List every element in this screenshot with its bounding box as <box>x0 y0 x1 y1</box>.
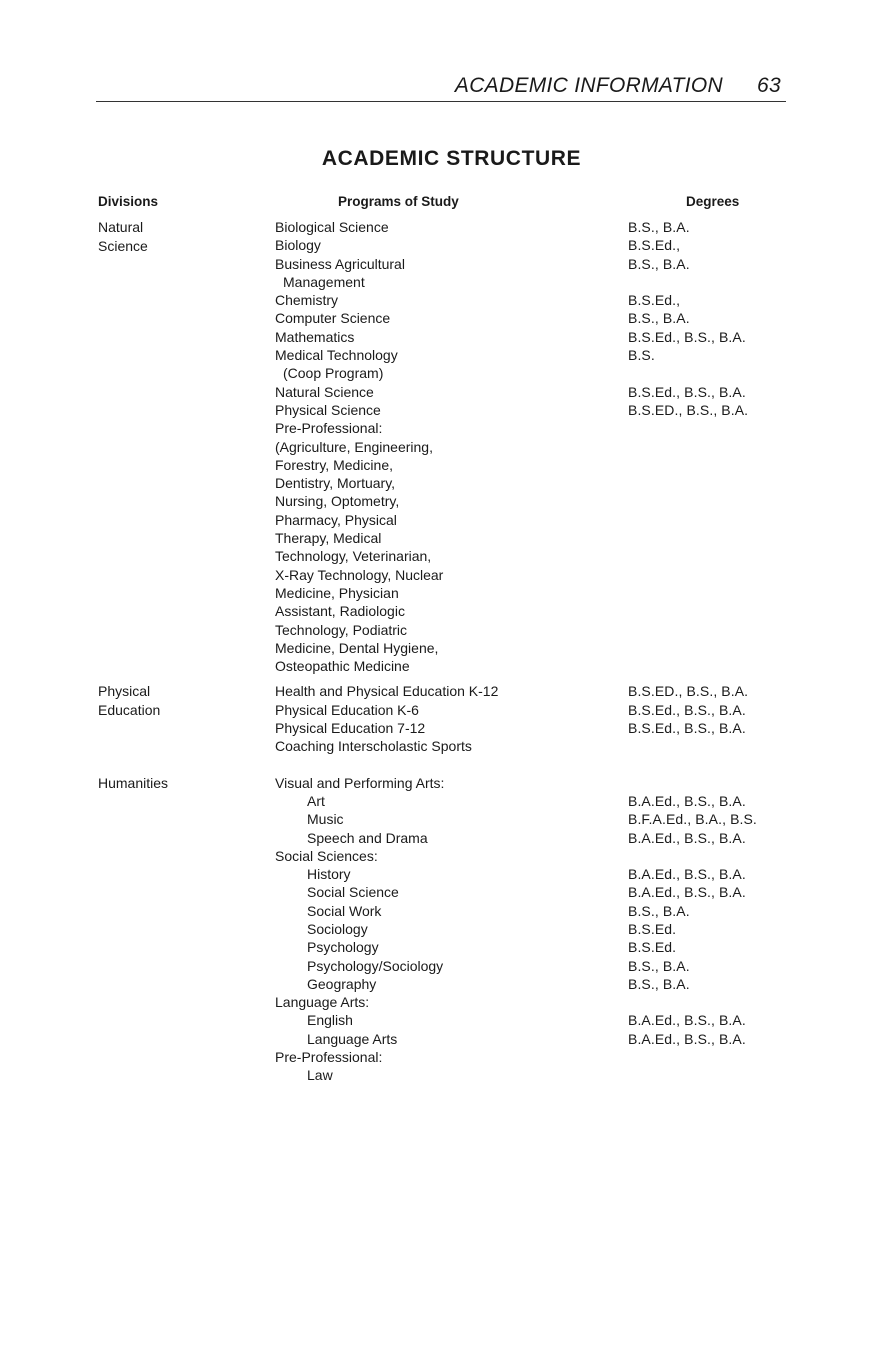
program-name: (Coop Program) <box>283 365 384 382</box>
program-name: Forestry, Medicine, <box>275 456 393 473</box>
program-name: Assistant, Radiologic <box>275 603 405 620</box>
table-row <box>0 1066 891 1084</box>
program-name: Pre-Professional: <box>275 420 383 437</box>
table-row <box>0 902 891 920</box>
degree-value: B.S.Ed., B.S., B.A. <box>628 701 746 718</box>
program-name: Management <box>283 273 365 290</box>
program-name: Geography <box>307 975 377 992</box>
program-name: Language Arts <box>307 1030 398 1047</box>
degree-value: B.S., B.A. <box>628 975 690 992</box>
table-row <box>0 474 891 492</box>
table-row <box>0 701 891 719</box>
degree-value: B.S.Ed. <box>628 920 677 937</box>
table-row <box>0 309 891 327</box>
table-row <box>0 1030 891 1048</box>
program-name: Nursing, Optometry, <box>275 493 400 510</box>
table-row <box>0 847 891 865</box>
table-row <box>0 719 891 737</box>
program-name: (Agriculture, Engineering, <box>275 438 433 455</box>
degree-value: B.F.A.Ed., B.A., B.S. <box>628 811 757 828</box>
table-row <box>0 566 891 584</box>
table-row <box>0 328 891 346</box>
program-name: Social Sciences: <box>275 847 378 864</box>
degree-value: B.A.Ed., B.S., B.A. <box>628 1012 746 1029</box>
degree-value: B.S. <box>628 347 655 364</box>
program-name: Medical Technology <box>275 347 398 364</box>
degree-value: B.S., B.A. <box>628 902 690 919</box>
division-name: Humanities <box>98 774 169 791</box>
degree-value: B.S.Ed., B.S., B.A. <box>628 328 746 345</box>
program-name: Medicine, Dental Hygiene, <box>275 639 439 656</box>
table-row <box>0 218 891 236</box>
program-name: Technology, Veterinarian, <box>275 548 432 565</box>
degree-value: B.A.Ed., B.S., B.A. <box>628 884 746 901</box>
degree-value: B.A.Ed., B.S., B.A. <box>628 792 746 809</box>
section-title: ACADEMIC INFORMATION <box>454 74 724 97</box>
program-name: Speech and Drama <box>307 829 428 846</box>
degree-value: B.S.Ed., <box>628 237 681 254</box>
table-row <box>0 529 891 547</box>
page-title: ACADEMIC STRUCTURE <box>321 147 582 170</box>
table-row <box>0 346 891 364</box>
program-name: Mathematics <box>275 328 355 345</box>
program-name: Psychology/Sociology <box>307 957 444 974</box>
division-name: Physical Education <box>98 683 161 718</box>
program-name: Medicine, Physician <box>275 584 399 601</box>
column-header-divisions: Divisions <box>98 194 159 209</box>
table-row <box>0 364 891 382</box>
table-row <box>0 383 891 401</box>
table-row <box>0 1048 891 1066</box>
running-head <box>0 74 781 98</box>
table-row <box>0 975 891 993</box>
program-name: Coaching Interscholastic Sports <box>275 738 472 755</box>
degree-value: B.S.Ed., B.S., B.A. <box>628 383 746 400</box>
table-row <box>0 236 891 254</box>
table-row <box>0 273 891 291</box>
column-header-degrees: Degrees <box>686 194 740 209</box>
table-row <box>0 456 891 474</box>
degree-value: B.S.ED., B.S., B.A. <box>628 401 749 418</box>
degree-value: B.S., B.A. <box>628 957 690 974</box>
table-row <box>0 682 891 700</box>
table-row <box>0 829 891 847</box>
table-row <box>0 737 891 755</box>
column-header-programs: Programs of Study <box>338 194 459 209</box>
program-name: Pre-Professional: <box>275 1049 383 1066</box>
table-row <box>0 920 891 938</box>
degree-value: B.A.Ed., B.S., B.A. <box>628 866 746 883</box>
program-name: Natural Science <box>275 383 374 400</box>
table-row <box>0 957 891 975</box>
table-row <box>0 419 891 437</box>
program-name: Health and Physical Education K-12 <box>275 683 499 700</box>
table-row <box>0 291 891 309</box>
table-row <box>0 883 891 901</box>
table-row <box>0 810 891 828</box>
table-row <box>0 792 891 810</box>
program-name: Social Science <box>307 884 399 901</box>
table-row <box>0 602 891 620</box>
table-row <box>0 401 891 419</box>
program-name: Music <box>307 811 344 828</box>
table-row <box>0 255 891 273</box>
program-name: Physical Science <box>275 401 381 418</box>
degree-value: B.S., B.A. <box>628 310 690 327</box>
table-row <box>0 492 891 510</box>
program-name: Psychology <box>307 939 379 956</box>
program-name: Biological Science <box>275 219 389 235</box>
degree-value: B.S., B.A. <box>628 219 690 235</box>
table-row <box>0 584 891 602</box>
division-group <box>0 774 891 1085</box>
table-row <box>0 657 891 675</box>
table-row <box>0 938 891 956</box>
table-row <box>0 621 891 639</box>
table-row <box>0 511 891 529</box>
program-name: History <box>307 866 351 883</box>
group-spacer <box>0 675 891 682</box>
program-name: Osteopathic Medicine <box>275 658 410 675</box>
program-name: Pharmacy, Physical <box>275 511 397 528</box>
program-name: Visual and Performing Arts: <box>275 774 445 791</box>
program-name: Language Arts: <box>275 994 370 1011</box>
group-spacer <box>0 756 891 774</box>
program-name: Therapy, Medical <box>275 530 382 547</box>
degree-value: B.A.Ed., B.S., B.A. <box>628 1030 746 1047</box>
academic-structure-table <box>0 218 891 1085</box>
program-name: Dentistry, Mortuary, <box>275 475 396 492</box>
program-name: Physical Education 7-12 <box>275 720 426 737</box>
program-name: Business Agricultural <box>275 255 405 272</box>
program-name: Art <box>307 792 325 809</box>
program-name: Technology, Podiatric <box>275 621 408 638</box>
program-name: Sociology <box>307 920 368 937</box>
table-row <box>0 774 891 792</box>
program-name: X-Ray Technology, Nuclear <box>275 566 444 583</box>
program-name: Computer Science <box>275 310 391 327</box>
table-row <box>0 438 891 456</box>
table-row <box>0 1011 891 1029</box>
degree-value: B.S.Ed. <box>628 939 677 956</box>
header-rule <box>96 101 786 102</box>
degree-value: B.S.Ed., <box>628 292 681 309</box>
program-name: Law <box>307 1067 333 1084</box>
page-number: 63 <box>757 74 781 97</box>
table-row <box>0 865 891 883</box>
table-row <box>0 993 891 1011</box>
program-name: English <box>307 1012 353 1029</box>
table-row <box>0 639 891 657</box>
degree-value: B.A.Ed., B.S., B.A. <box>628 829 746 846</box>
program-name: Chemistry <box>275 292 339 309</box>
program-name: Social Work <box>307 902 382 919</box>
division-group <box>0 218 891 675</box>
degree-value: B.S., B.A. <box>628 255 690 272</box>
program-name: Physical Education K-6 <box>275 701 419 718</box>
program-name: Biology <box>275 237 321 254</box>
degree-value: B.S.Ed., B.S., B.A. <box>628 720 746 737</box>
division-name: Natural Science <box>98 219 148 254</box>
degree-value: B.S.ED., B.S., B.A. <box>628 683 749 700</box>
division-group <box>0 682 891 755</box>
table-row <box>0 547 891 565</box>
